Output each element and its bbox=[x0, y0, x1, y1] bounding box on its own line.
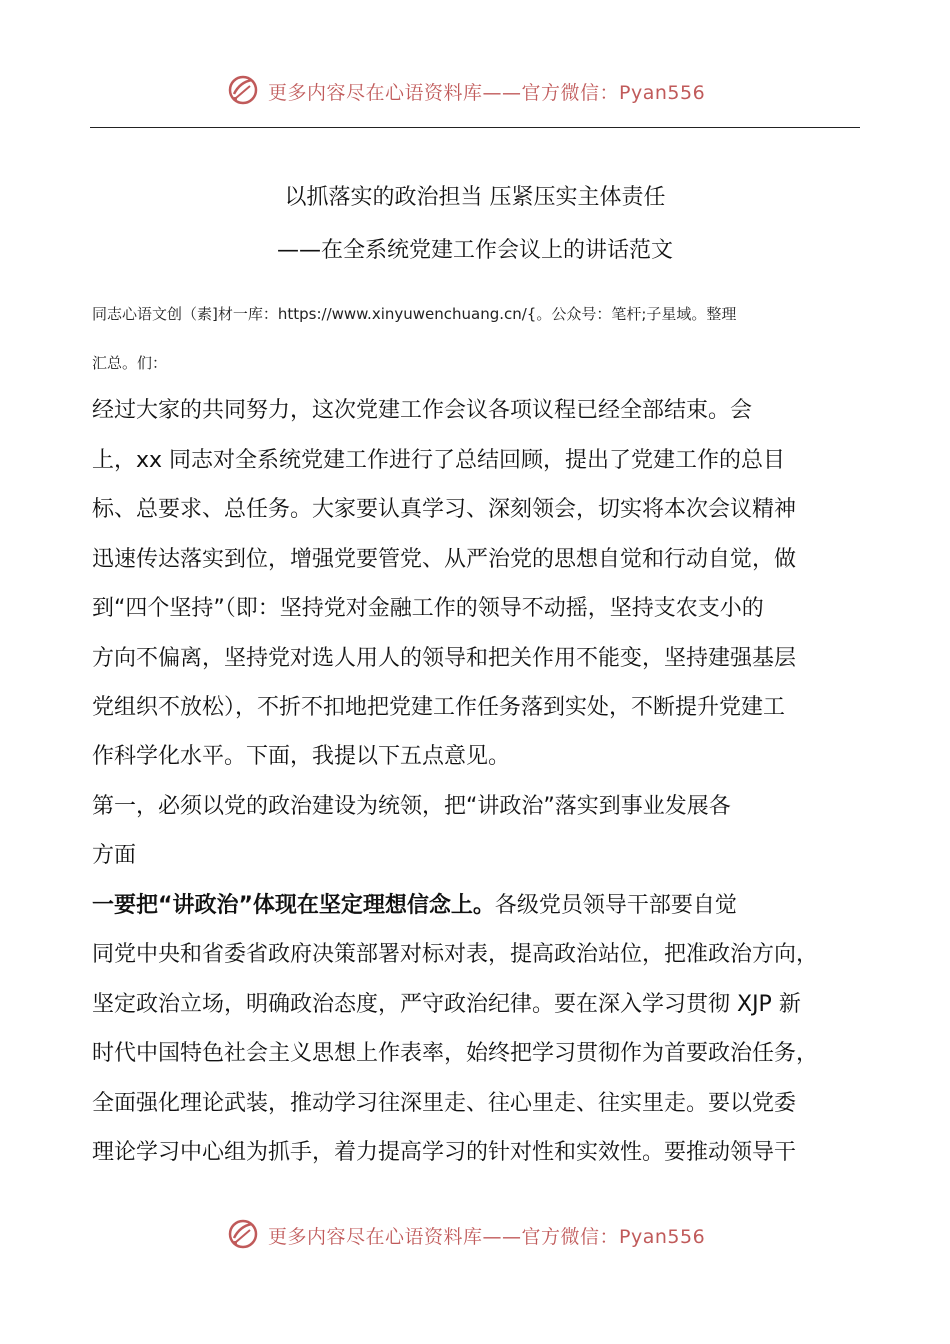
paragraph-line: 上，xx 同志对全系统党建工作进行了总结回顾，提出了党建工作的总目 bbox=[92, 448, 786, 473]
paragraph-line: 方向不偏离，坚持党对选人用人的领导和把关作用不能变，坚持建强基层 bbox=[92, 646, 797, 671]
banner-wechat-id: Pyan556 bbox=[619, 1226, 706, 1248]
header-banner bbox=[0, 72, 950, 112]
banner-wechat-id: Pyan556 bbox=[619, 82, 706, 104]
paragraph-line: 理论学习中心组为抓手，着力提高学习的针对性和实效性。要推动领导干 bbox=[92, 1140, 797, 1165]
document-subtitle: ——在全系统党建工作会议上的讲话范文 bbox=[276, 238, 673, 263]
banner-dash: —— bbox=[482, 82, 522, 104]
banner-main-text: 更多内容尽在心语资料库 bbox=[268, 1226, 483, 1248]
source-note-line: 同志心语文创（素]材一库：https://www.xinyuwenchuang.cn/{。公众号：笔杆;子星域。整理 bbox=[92, 305, 737, 323]
banner-wechat-label: 官方微信： bbox=[521, 1226, 620, 1248]
paragraph-line: 到“四个坚持”（即：坚持党对金融工作的领导不动摇，坚持支农支小的 bbox=[92, 596, 764, 621]
paragraph-line: 作科学化水平。下面，我提以下五点意见。 bbox=[92, 744, 511, 769]
paragraph-line: 时代中国特色社会主义思想上作表率，始终把学习贯彻作为首要政治任务， bbox=[92, 1041, 819, 1066]
paragraph-line: 党组织不放松），不折不扣地把党建工作任务落到实处，不断提升党建工 bbox=[92, 695, 786, 720]
paragraph-line: 同党中央和省委省政府决策部署对标对表，提高政治站位，把准政治方向， bbox=[92, 942, 819, 967]
subheading-bold: 一要把“讲政治”体现在坚定理想信念上。 bbox=[92, 893, 495, 918]
header-divider bbox=[90, 127, 860, 128]
document-title: 以抓落实的政治担当 压紧压实主体责任 bbox=[284, 185, 666, 210]
paragraph-line: 全面强化理论武装，推动学习往深里走、往心里走、往实里走。要以党委 bbox=[92, 1091, 797, 1116]
footer-banner bbox=[0, 1216, 950, 1256]
paragraph-line-first bbox=[92, 891, 737, 921]
banner-main-text: 更多内容尽在心语资料库 bbox=[268, 82, 483, 104]
paragraph-text: 各级党员领导干部要自觉 bbox=[494, 893, 737, 918]
paragraph-line: 坚定政治立场，明确政治态度，严守政治纪律。要在深入学习贯彻 XJP 新 bbox=[92, 992, 801, 1017]
paragraph-line: 经过大家的共同努力，这次党建工作会议各项议程已经全部结束。会 bbox=[92, 398, 753, 423]
section-heading-line: 第一，必须以党的政治建设为统领，把“讲政治”落实到事业发展各 bbox=[92, 794, 731, 819]
paragraph-line: 标、总要求、总任务。大家要认真学习、深刻领会，切实将本次会议精神 bbox=[92, 497, 797, 522]
logo-icon bbox=[226, 72, 262, 108]
source-note-line: 汇总。们： bbox=[92, 354, 168, 372]
paragraph-line: 迅速传达落实到位，增强党要管党、从严治党的思想自觉和行动自觉，做 bbox=[92, 547, 797, 572]
banner-wechat-label: 官方微信： bbox=[521, 82, 620, 104]
banner-dash: —— bbox=[482, 1226, 522, 1248]
logo-icon bbox=[226, 1216, 262, 1252]
section-heading-line: 方面 bbox=[92, 843, 137, 868]
